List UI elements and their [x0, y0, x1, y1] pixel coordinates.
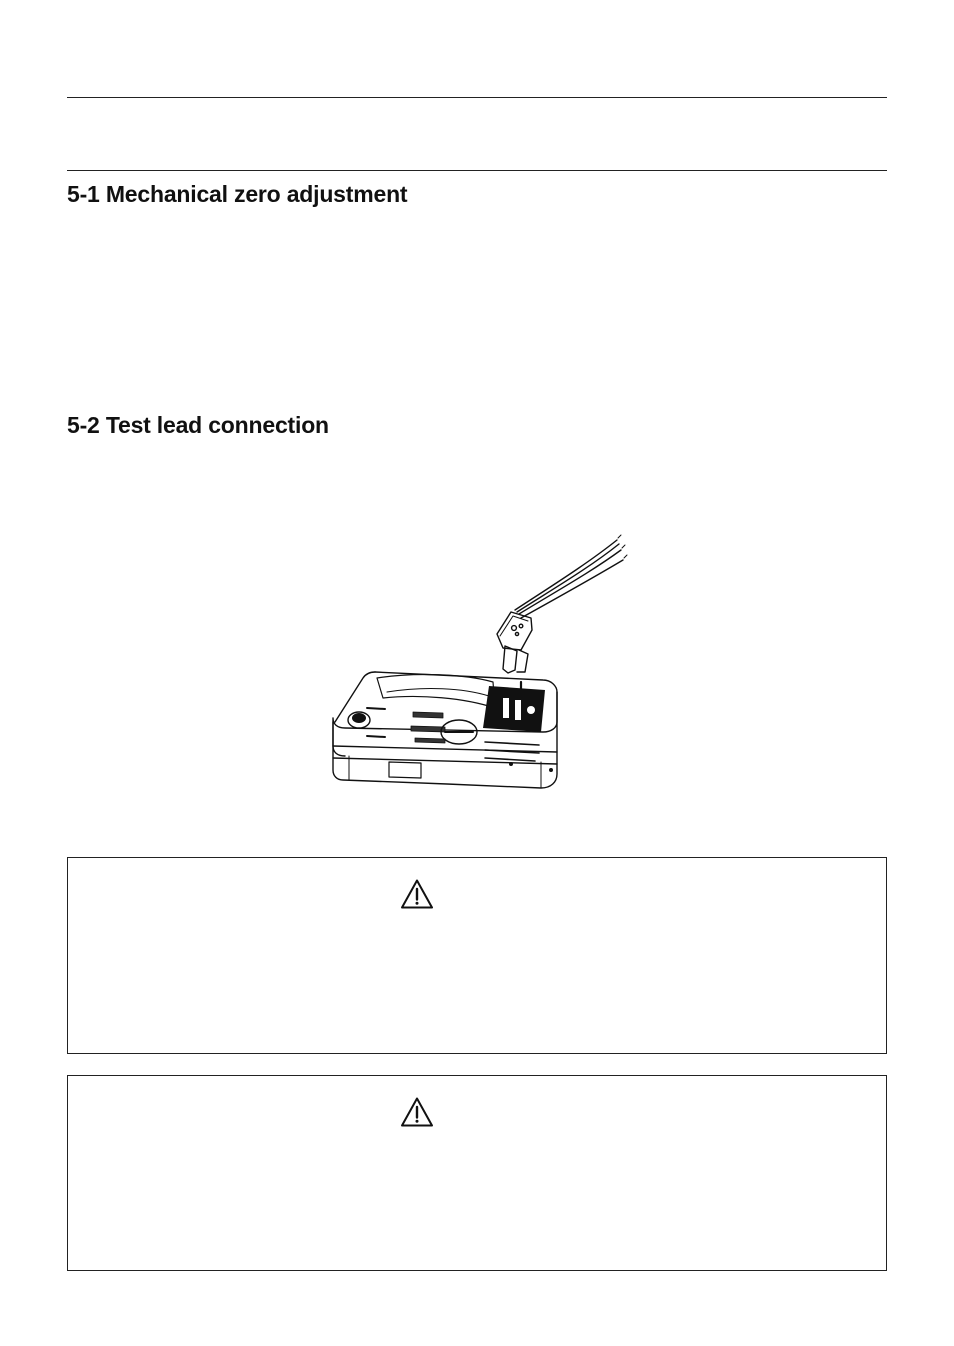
section-heading-test-lead: 5-2 Test lead connection: [67, 412, 329, 438]
tester-illustration: [325, 532, 635, 812]
section-rule: [67, 170, 887, 171]
warning-triangle-icon: [400, 878, 434, 910]
warning-triangle-icon: [400, 1096, 434, 1128]
caution-notice-box: [67, 1075, 887, 1271]
top-rule: [67, 97, 887, 98]
insulation-tester-with-test-lead-icon: [325, 532, 635, 812]
warning-notice-box: [67, 857, 887, 1054]
section-heading-mechanical-zero: 5-1 Mechanical zero adjustment: [67, 181, 408, 207]
